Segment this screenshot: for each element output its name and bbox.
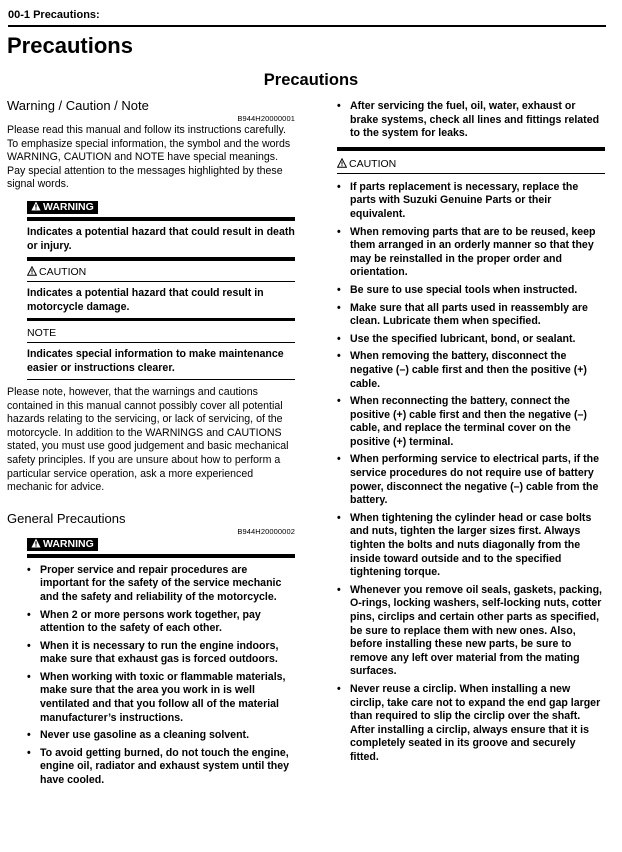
running-header — [8, 9, 606, 27]
warning-continued-list — [337, 100, 605, 141]
caution-rule-bottom — [27, 318, 295, 321]
right-column — [337, 100, 605, 769]
caution-text: Indicates a potential hazard that could result in motorcycle damage. — [27, 286, 264, 313]
list-item: • Whenever you remove oil seals, gaskets, packing, O-rings, locking washers, self-locking nuts, cotter pins, circlips and certain other parts as specified, be sure to replace them with new ones. Also, before installing these new parts, be sure to remove any left over material from the mating surfaces. — [337, 584, 605, 679]
list-item: • If parts replacement is necessary, replace the parts with Suzuki Genuine Parts or their equivalent. — [337, 181, 605, 222]
intro-paragraph: Please read this manual and follow its instructions carefully. To emphasize special information, the symbol and the words WARNING, CAUTION and NOTE have special meanings. Pay special attention to the messages highlighted by these signal words. — [7, 124, 291, 191]
section-title: Precautions — [263, 71, 359, 89]
list-item: • When removing the battery, disconnect the negative (–) cable first and then the positive (+) cable. — [337, 350, 605, 391]
right-caution-label: CAUTION — [337, 158, 605, 170]
list-item: • Never reuse a circlip. When installing a new circlip, take care not to expand the end gap larger than required to slip the circlip over the shaft. After installing a circlip, always ensure that it is completely seated in its groove and securely fitted. — [337, 683, 605, 765]
list-item: • Use the specified lubricant, bond, or sealant. — [337, 333, 605, 347]
warning-end-rule — [337, 147, 605, 151]
warning-triangle-icon — [31, 201, 41, 211]
note-label: NOTE — [27, 326, 57, 339]
note-box — [27, 326, 295, 380]
list-item: • Never use gasoline as a cleaning solvent. — [27, 729, 295, 743]
left-column — [7, 98, 295, 792]
caution-box — [27, 265, 295, 321]
caution-rule — [337, 173, 605, 174]
list-item: • Proper service and repair procedures are important for the safety of the service mechanic and the safety and reliability of the motorcycle. — [27, 564, 295, 605]
header-text: 00-1 Precautions: — [8, 9, 100, 21]
warning-label: WARNING — [27, 201, 98, 214]
list-item: • When tightening the cylinder head or case bolts and nuts, tighten the larger sizes first. Always tighten the bolts and nuts diagonally from the inside toward outside and to the specified tightening torque. — [337, 512, 605, 580]
list-item: • To avoid getting burned, do not touch the engine, engine oil, radiator and exhaust system until they have cooled. — [27, 747, 295, 788]
list-item: • When performing service to electrical parts, if the service procedures do not require use of battery power, disconnect the negative (–) cable from the battery. — [337, 453, 605, 507]
caution-label: CAUTION — [27, 265, 295, 279]
section-code: B944H20000001 — [237, 114, 295, 123]
list-item: • After servicing the fuel, oil, water, exhaust or brake systems, check all lines and fittings related to the system for leaks. — [337, 100, 605, 141]
general-precautions-heading: General Precautions — [7, 510, 126, 526]
list-item: • When working with toxic or flammable materials, make sure that the area you work in is well ventilated and that you follow all of the material manufacturer’s instructions. — [27, 671, 295, 725]
list-item: • When reconnecting the battery, connect the positive (+) cable first and then the negative (–) cable, and replace the terminal cover on the positive (+) terminal. — [337, 395, 605, 449]
note-text: Indicates special information to make maintenance easier or instructions clearer. — [27, 347, 284, 374]
caution-triangle-icon — [27, 266, 37, 276]
general-warning-list — [27, 564, 295, 788]
general-section-code: B944H20000002 — [237, 526, 295, 536]
note-rule-bottom — [27, 379, 295, 380]
caution-triangle-icon — [337, 158, 347, 168]
list-item: • Be sure to use special tools when instructed. — [337, 284, 605, 298]
caution-list — [337, 181, 605, 765]
outro-paragraph: Please note, however, that the warnings and cautions contained in this manual cannot possibly cover all potential hazards relating to the servicing, or lack of servicing, of the motorcycle. In addition to the WARNINGS and CAUTIONS stated, you must use good judgement and basic mechanical safety principles. If you are unsure about how to perform a particular service operation, ask a more experienced mechanic for advice. — [7, 385, 289, 494]
warning-caution-note-heading: Warning / Caution / Note — [7, 98, 149, 113]
list-item: • When removing parts that are to be reused, keep them arranged in an orderly manner so that they may be reinstalled in the proper order and orientation. — [337, 226, 605, 280]
warning-triangle-icon — [31, 538, 41, 548]
list-item: • When it is necessary to run the engine indoors, make sure that exhaust gas is forced outdoors. — [27, 640, 295, 667]
chapter-title: Precautions — [7, 33, 133, 58]
list-item: • When 2 or more persons work together, pay attention to the safety of each other. — [27, 609, 295, 636]
warning-rule-bottom — [27, 257, 295, 261]
list-item: • Make sure that all parts used in reassembly are clean. Lubricate them when specified. — [337, 302, 605, 329]
header-rule — [8, 25, 606, 27]
warning-text: Indicates a potential hazard that could result in death or injury. — [27, 225, 295, 252]
general-warning-label: WARNING — [27, 538, 98, 551]
general-warning-rule — [27, 554, 295, 558]
general-warning-box — [27, 538, 295, 788]
warning-box — [27, 201, 295, 261]
